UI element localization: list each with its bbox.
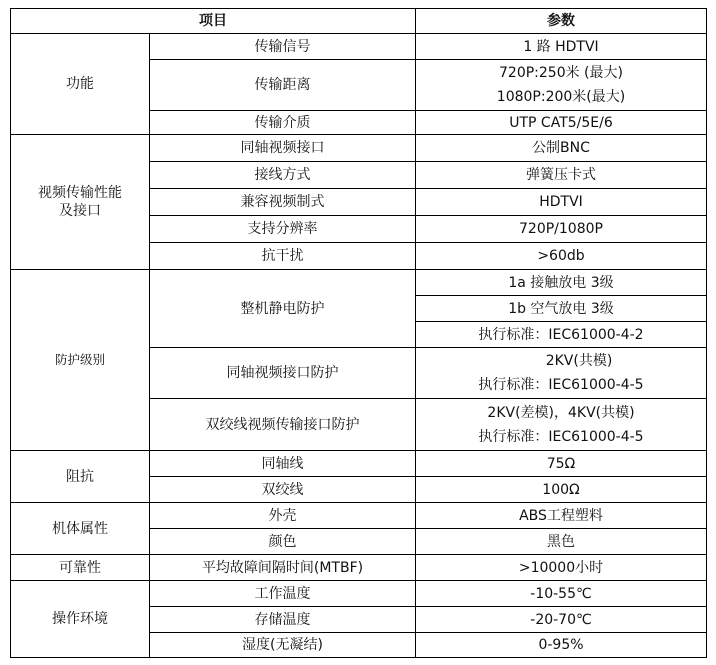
item-format: 兼容视频制式	[149, 188, 416, 216]
item-distance: 传输距离	[149, 59, 416, 111]
item-work-temp: 工作温度	[149, 580, 416, 607]
value-coax-protection	[415, 347, 707, 399]
item-mtbf: 平均故障间隔时间(MTBF)	[149, 554, 416, 581]
value-esd-contact: 1a 接触放电 3级	[415, 269, 707, 296]
value-mtbf: >10000小时	[415, 554, 707, 581]
value-humidity: 0-95%	[415, 632, 707, 658]
value-twisted-protection-line1: 2KV(差模)，4KV(共模)	[487, 404, 635, 421]
item-signal: 传输信号	[149, 33, 416, 60]
item-resolution: 支持分辨率	[149, 215, 416, 243]
item-coax-line: 同轴线	[149, 450, 416, 477]
value-coax-port: 公制BNC	[415, 134, 707, 162]
group-impedance: 阻抗	[10, 450, 150, 503]
value-format: HDTVI	[415, 188, 707, 216]
group-video-line1: 视频传输性能	[38, 185, 122, 201]
item-coax-protection: 同轴视频接口防护	[149, 347, 416, 399]
item-wiring: 接线方式	[149, 161, 416, 189]
item-storage-temp: 存储温度	[149, 606, 416, 633]
value-twisted-line: 100Ω	[415, 476, 707, 503]
group-video	[10, 134, 150, 270]
value-coax-protection-line2: 执行标准：IEC61000-4-5	[478, 377, 644, 393]
value-wiring: 弹簧压卡式	[415, 161, 707, 189]
value-work-temp: -10-55℃	[415, 580, 707, 607]
item-twisted-protection: 双绞线视频传输接口防护	[149, 398, 416, 451]
item-anti-interference: 抗干扰	[149, 242, 416, 270]
group-environment: 操作环境	[10, 580, 150, 658]
item-color: 颜色	[149, 528, 416, 555]
value-coax-protection-line1: 2KV(共模)	[545, 353, 613, 369]
header-item: 项目	[10, 8, 416, 34]
item-shell: 外壳	[149, 502, 416, 529]
item-coax-port: 同轴视频接口	[149, 134, 416, 162]
value-medium: UTP CAT5/5E/6	[415, 110, 707, 135]
value-color: 黑色	[415, 528, 707, 555]
item-esd: 整机静电防护	[149, 269, 416, 348]
group-chassis: 机体属性	[10, 502, 150, 555]
value-storage-temp: -20-70℃	[415, 606, 707, 633]
value-distance-line1: 720P:250米 (最大)	[499, 65, 623, 81]
header-parameter: 参数	[415, 8, 707, 34]
value-shell: ABS工程塑料	[415, 502, 707, 529]
group-reliability: 可靠性	[10, 554, 150, 581]
value-twisted-protection-line2: 执行标准：IEC61000-4-5	[478, 428, 644, 445]
group-function: 功能	[10, 33, 150, 135]
item-twisted-line: 双绞线	[149, 476, 416, 503]
value-resolution: 720P/1080P	[415, 215, 707, 243]
value-distance-line2: 1080P:200米(最大)	[496, 89, 626, 105]
value-esd-air: 1b 空气放电 3级	[415, 295, 707, 322]
value-esd-standard: 执行标准：IEC61000-4-2	[415, 321, 707, 348]
value-distance	[415, 59, 707, 111]
item-medium: 传输介质	[149, 110, 416, 135]
item-humidity: 湿度(无凝结)	[149, 632, 416, 658]
value-twisted-protection	[415, 398, 707, 451]
value-signal: 1 路 HDTVI	[415, 33, 707, 60]
group-protection: 防护级别	[10, 269, 150, 451]
value-coax-line: 75Ω	[415, 450, 707, 477]
group-video-line2: 及接口	[59, 203, 101, 219]
value-anti-interference: >60db	[415, 242, 707, 270]
